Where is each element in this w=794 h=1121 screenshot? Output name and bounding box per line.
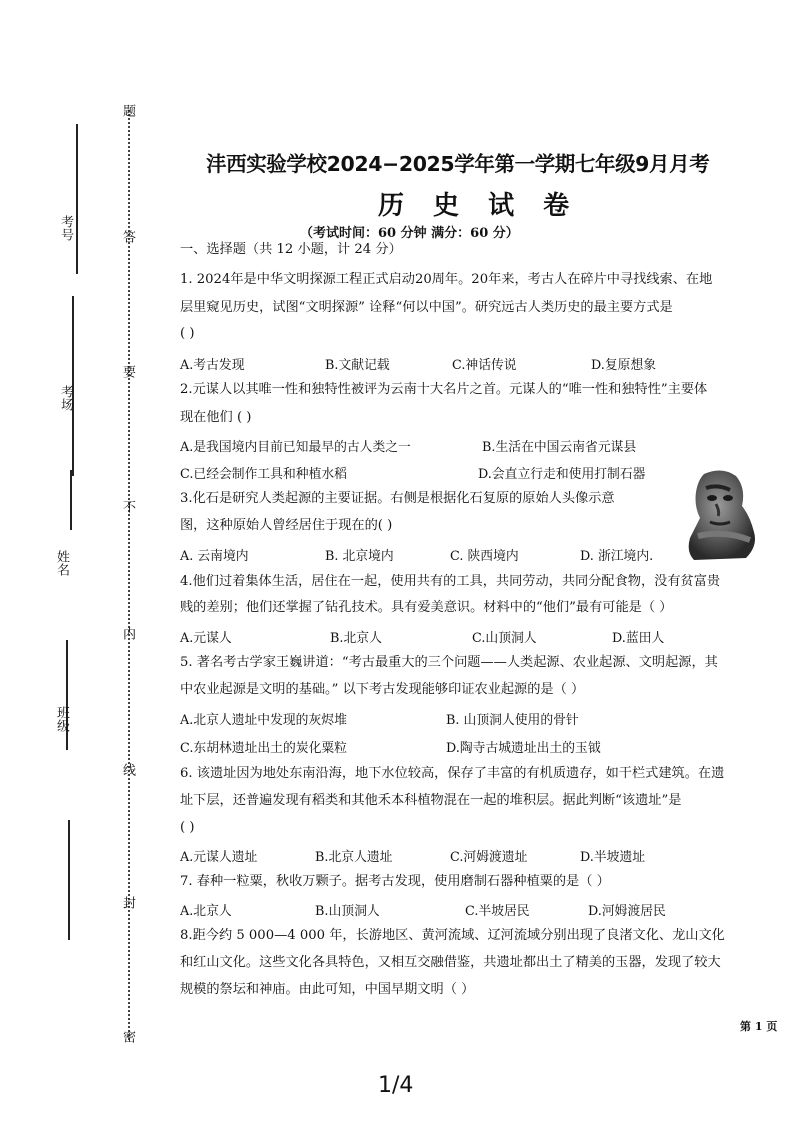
- question-3-option: B. 北京境内: [325, 549, 394, 564]
- question-2-line: 2.元谋人以其唯一性和独特性被评为云南十大名片之首。元谋人的“唯一性和独特性”主要体: [180, 382, 708, 397]
- seal-char: 内: [120, 627, 135, 640]
- question-6-line: 址下层，还普遍发现有稻类和其他禾本科植物混在一起的堆积层。据此判断“该遗址”是: [180, 793, 682, 808]
- question-1-option: C.神话传说: [452, 358, 517, 373]
- question-4-line: 4.他们过着集体生活，居住在一起，使用共有的工具，共同劳动，共同分配食物，没有贫富贵: [180, 574, 721, 589]
- question-3-line: 图，这种原始人曾经居住于现在的( ): [180, 518, 393, 533]
- question-8-line: 和红山文化。这些文化各具特色，又相互交融借鉴，共遗址都出土了精美的玉器，发现了较大: [180, 955, 721, 970]
- question-5-option: D.陶寺古城遗址出土的玉钺: [446, 741, 601, 756]
- question-1-option: B.文献记载: [325, 358, 390, 373]
- label-exam-room: 考场: [58, 385, 73, 411]
- question-5-option: A.北京人遗址中发现的灰烬堆: [180, 713, 347, 728]
- question-7-line: 7. 春种一粒粟，秋收万颗子。据考古发现，使用磨制石器种植粟的是（ ）: [180, 874, 610, 889]
- seal-char: 线: [120, 763, 135, 776]
- question-7-option: D.河姆渡居民: [588, 904, 666, 919]
- label-exam-number: 考号: [58, 215, 73, 241]
- question-5-line: 5. 著名考古学家王巍讲道：“考古最重大的三个问题——人类起源、农业起源、文明起源，其: [180, 655, 718, 670]
- underline-class: [66, 640, 68, 750]
- subject-title: 历 史 试 卷: [378, 191, 580, 221]
- question-1-option: D.复原想象: [591, 358, 657, 373]
- question-7-option: A.北京人: [180, 904, 232, 919]
- question-1-line: 1. 2024年是中华文明探源工程正式启动20周年。20年来，考古人在碎片中寻找线索、在地: [180, 272, 713, 287]
- question-6-line: 6. 该遗址因为地处东南沿海，地下水位较高，保存了丰富的有机质遗存，如干栏式建筑。在遗: [180, 766, 725, 781]
- question-6-option: B.北京人遗址: [315, 850, 393, 865]
- question-8-line: 规模的祭坛和神庙。由此可知，中国早期文明（ ）: [180, 982, 475, 997]
- underline-exam-number: [76, 124, 78, 274]
- question-7-option: C.半坡居民: [465, 904, 530, 919]
- seal-char: 不: [120, 500, 135, 513]
- question-4-option: C.山顶洞人: [472, 631, 537, 646]
- question-7-option: B.山顶洞人: [315, 904, 380, 919]
- question-3-option: A. 云南境内: [180, 549, 249, 564]
- question-6-option: C.河姆渡遗址: [450, 850, 528, 865]
- exam-info: （考试时间：60 分钟 满分：60 分）: [300, 226, 519, 241]
- question-1-line: 层里窥见历史，试图“文明探源” 诠释“何以中国”。研究远古人类历史的最主要方式是: [180, 300, 673, 315]
- seal-char: 答: [120, 230, 135, 243]
- question-1-option: A.考古发现: [180, 358, 245, 373]
- question-8-line: 8.距今约 5 000—4 000 年，长游地区、黄河流域、辽河流域分别出现了良渚文化、龙山文化: [180, 928, 725, 943]
- question-2-line: 现在他们 ( ): [180, 410, 252, 425]
- pagination-indicator: 1/4: [378, 1073, 414, 1098]
- seal-char: 封: [120, 896, 135, 909]
- page-label: 第 1 页: [740, 1020, 778, 1033]
- seal-char: 要: [120, 365, 135, 378]
- question-4-option: A.元谋人: [180, 631, 232, 646]
- question-2-option: A.是我国境内目前已知最早的古人类之一: [180, 440, 411, 455]
- primitive-human-head-image: [684, 466, 762, 564]
- question-6-option: A.元谋人遗址: [180, 850, 258, 865]
- question-3-option: C. 陕西境内: [450, 549, 519, 564]
- question-2-option: C.已经会制作工具和种植水稻: [180, 467, 347, 482]
- question-5-option: C.东胡林遗址出土的炭化粟粒: [180, 741, 347, 756]
- question-4-option: D.蓝田人: [612, 631, 665, 646]
- question-4-option: B.北京人: [330, 631, 382, 646]
- question-6-option: D.半坡遗址: [580, 850, 646, 865]
- underline-name: [70, 470, 72, 530]
- exam-title: 沣西实验学校2024−2025学年第一学期七年级9月月考: [206, 152, 710, 176]
- question-3-line: 3.化石是研究人类起源的主要证据。右侧是根据化石复原的原始人头像示意: [180, 491, 615, 506]
- seal-char: 密: [120, 1030, 135, 1043]
- underline-extra: [68, 820, 70, 940]
- section-heading: 一、选择题（共 12 小题，计 24 分）: [180, 242, 402, 257]
- question-5-option: B. 山顶洞人使用的骨针: [446, 713, 579, 728]
- question-1-line: ( ): [180, 326, 195, 341]
- question-5-line: 中农业起源是文明的基础。” 以下考古发现能够印证农业起源的是（ ）: [180, 682, 585, 697]
- seal-char: 题: [120, 104, 135, 117]
- question-6-line: ( ): [180, 820, 195, 835]
- label-class: 班级: [54, 706, 69, 732]
- question-2-option: D.会直立行走和使用打制石器: [478, 467, 646, 482]
- question-4-line: 贱的差别；他们还掌握了钻孔技术。具有爱美意识。材料中的“他们”最有可能是（ ）: [180, 600, 673, 615]
- question-3-option: D. 浙江境内.: [580, 549, 654, 564]
- question-2-option: B.生活在中国云南省元谋县: [482, 440, 637, 455]
- label-name: 姓名: [54, 550, 69, 576]
